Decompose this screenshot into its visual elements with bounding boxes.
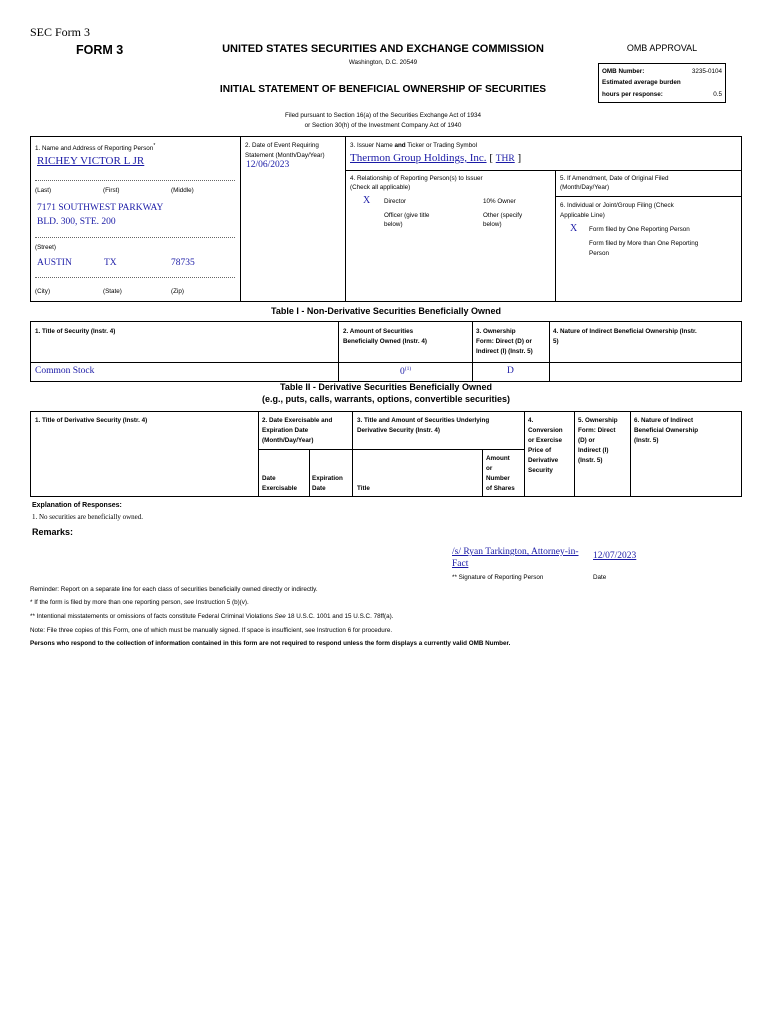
reminder-note: Reminder: Report on a separate line for each class of securities beneficially owned directly or indirectly. <box>30 586 318 593</box>
director-label: Director <box>384 198 407 205</box>
reporting-person-name-link[interactable]: RICHEY VICTOR L JR <box>37 155 145 167</box>
table1-col3-header-1: 3. Ownership <box>476 328 516 335</box>
table2-col4-header-5: Derivative <box>528 457 559 464</box>
table2-col5-header-3: (D) or <box>578 437 595 444</box>
table1-row-footnote: (1) <box>404 366 412 372</box>
footnote-double-star: ** Intentional misstatements or omissions of facts constitute Federal Criminal Violations See 18 U.S.C. 1001 and 15 U.S.C. 78ff(a). <box>30 613 394 620</box>
filed-pursuant-line1: Filed pursuant to Section 16(a) of the Securities Exchange Act of 1934 <box>284 112 482 119</box>
issuer-name-row: Thermon Group Holdings, Inc. [ THR ] <box>350 152 522 164</box>
signature-label: ** Signature of Reporting Person <box>452 574 544 581</box>
table2-sub-date-2: Exercisable <box>262 485 298 492</box>
officer-label-1: Officer (give title <box>384 212 430 219</box>
table1-col3-header-3: Indirect (I) (Instr. 5) <box>476 348 533 355</box>
table2-col4-header-4: Price of <box>528 447 552 454</box>
omb-approval-title: OMB APPROVAL <box>626 43 698 53</box>
last-label: (Last) <box>35 187 52 194</box>
table2-col1-header: 1. Title of Derivative Security (Instr. 4) <box>35 417 148 424</box>
form-title: FORM 3 <box>76 43 124 57</box>
explanation-item-1: 1. No securities are beneficially owned. <box>32 513 143 521</box>
state-value: TX <box>104 258 117 268</box>
copies-note: Note: File three copies of this Form, one of which must be manually signed. If space is insufficient, see Instruction 6 for procedure. <box>30 627 393 634</box>
one-person-label: Form filed by One Reporting Person <box>589 226 690 233</box>
table2-col2-header-1: 2. Date Exercisable and <box>262 417 333 424</box>
agency-title: UNITED STATES SECURITIES AND EXCHANGE COMMISSION <box>222 43 544 55</box>
table2-sub-amount-2: or <box>486 465 493 472</box>
signature-date-label: Date <box>593 574 607 581</box>
table2-sub-expiration-1: Expiration <box>312 475 343 482</box>
table1-row-amount: 0$^{(1)}$ <box>400 366 412 378</box>
omb-box <box>598 63 726 103</box>
table2-col5-header-4: Indirect (I) <box>578 447 609 454</box>
state-label: (State) <box>103 288 122 295</box>
filed-pursuant-line2: or Section 30(h) of the Investment Company Act of 1940 <box>304 122 462 129</box>
issuer-label: 3. Issuer Name and Ticker or Trading Symbol <box>350 142 478 149</box>
omb-number-label: OMB Number: <box>602 68 645 75</box>
table2-sub-title: Title <box>357 485 370 492</box>
signature-date-link[interactable]: 12/07/2023 <box>593 551 637 561</box>
table2-title-1: Table II - Derivative Securities Beneficially Owned <box>280 382 492 392</box>
omb-burden-label: Estimated average burden <box>602 79 681 86</box>
table2-col2-header-3: (Month/Day/Year) <box>262 437 314 444</box>
table1-col2-header-1: 2. Amount of Securities <box>343 328 414 335</box>
officer-label-2: below) <box>384 221 403 228</box>
filing-label-1: 6. Individual or Joint/Group Filing (Check <box>560 202 674 209</box>
street-line1: 7171 SOUTHWEST PARKWAY <box>37 203 164 213</box>
table2-col4-header-2: Conversion <box>528 427 563 434</box>
table2-sub-expiration-2: Date <box>312 485 326 492</box>
statement-title: INITIAL STATEMENT OF BENEFICIAL OWNERSHIP OF SECURITIES <box>219 84 547 95</box>
city-label: (City) <box>35 288 51 295</box>
more-persons-label-1: Form filed by More than One Reporting <box>589 240 699 247</box>
table2-sub-amount-4: of Shares <box>486 485 515 492</box>
table2-col5-header-5: (Instr. 5) <box>578 457 603 464</box>
explanation-label: Explanation of Responses: <box>32 502 122 509</box>
table2-col4-header-3: or Exercise <box>528 437 562 444</box>
table2-sub-date-1: Date <box>262 475 276 482</box>
table2-col5-header-1: 5. Ownership <box>578 417 618 424</box>
first-label: (First) <box>103 187 120 194</box>
omb-disclaimer: Persons who respond to the collection of information contained in this form are not required to respond unless the form displays a currently valid OMB Number. <box>30 640 511 647</box>
other-label-2: below) <box>483 221 502 228</box>
issuer-ticker-link[interactable]: THR <box>495 154 515 164</box>
omb-hours-label: hours per response: <box>602 91 663 98</box>
zip-value: 78735 <box>171 258 195 268</box>
table1-row-form: D <box>507 366 514 376</box>
table2-sub-amount-3: Number <box>486 475 510 482</box>
event-date-value: 12/06/2023 <box>246 160 290 170</box>
table2-sub-amount-1: Amount <box>486 455 510 462</box>
amendment-label-2: (Month/Day/Year) <box>560 184 610 191</box>
signer-name-link[interactable]: /s/ Ryan Tarkington, Attorney-in- Fact <box>452 547 579 569</box>
more-persons-label-2: Person <box>589 250 609 257</box>
omb-number-value: 3235-0104 <box>691 68 722 75</box>
table2-col6-header-2: Beneficial Ownership <box>634 427 699 434</box>
ten-percent-owner-label: 10% Owner <box>483 198 516 205</box>
reporting-person-label: 1. Name and Address of Reporting Person* <box>35 143 156 153</box>
remarks-label: Remarks: <box>32 527 74 537</box>
middle-label: (Middle) <box>171 187 194 194</box>
issuer-name-link[interactable]: Thermon Group Holdings, Inc. <box>350 152 487 164</box>
one-person-check-mark[interactable]: X <box>570 223 578 234</box>
director-check-mark[interactable]: X <box>363 195 371 206</box>
agency-city: Washington, D.C. 20549 <box>348 59 418 66</box>
footnote-star: * If the form is filed by more than one reporting person, see Instruction 5 (b)(v). <box>30 599 249 606</box>
relationship-label-2: (Check all applicable) <box>350 184 411 191</box>
table1-col1-header: 1. Title of Security (Instr. 4) <box>35 328 116 335</box>
document-tag: SEC Form 3 <box>30 25 91 39</box>
event-date-label-1: 2. Date of Event Requiring <box>245 142 319 149</box>
table1-row-security: Common Stock <box>35 366 95 376</box>
other-label-1: Other (specify <box>483 212 523 219</box>
filing-label-2: Applicable Line) <box>560 212 605 219</box>
zip-label: (Zip) <box>171 288 184 295</box>
street-line2: BLD. 300, STE. 200 <box>37 217 116 227</box>
table1-col4-header-2: 5) <box>553 338 559 345</box>
table2-col4-header-6: Security <box>528 467 553 474</box>
table2-col6-header-1: 6. Nature of Indirect <box>634 417 694 424</box>
table2-title-2: (e.g., puts, calls, warrants, options, convertible securities) <box>261 394 511 404</box>
table2-col4-header-1: 4. <box>528 417 534 424</box>
table2-col5-header-2: Form: Direct <box>578 427 616 434</box>
event-date-label-2: Statement (Month/Day/Year) <box>245 152 325 159</box>
table2-col3-header-2: Derivative Security (Instr. 4) <box>357 427 440 434</box>
table1-col4-header-1: 4. Nature of Indirect Beneficial Ownership (Instr. <box>553 328 697 335</box>
table1-col2-header-2: Beneficially Owned (Instr. 4) <box>343 338 427 345</box>
table1-col3-header-2: Form: Direct (D) or <box>476 338 532 345</box>
street-label: (Street) <box>35 244 56 251</box>
table2-col2-header-2: Expiration Date <box>262 427 309 434</box>
table2-col6-header-3: (Instr. 5) <box>634 437 659 444</box>
relationship-label-1: 4. Relationship of Reporting Person(s) to Issuer <box>350 175 483 182</box>
city-value: AUSTIN <box>37 258 72 268</box>
amendment-label-1: 5. If Amendment, Date of Original Filed <box>560 175 669 182</box>
table1-title: Table I - Non-Derivative Securities Beneficially Owned <box>271 306 501 316</box>
omb-hours-value: 0.5 <box>713 91 722 98</box>
table2-col3-header-1: 3. Title and Amount of Securities Underlying <box>357 417 490 424</box>
